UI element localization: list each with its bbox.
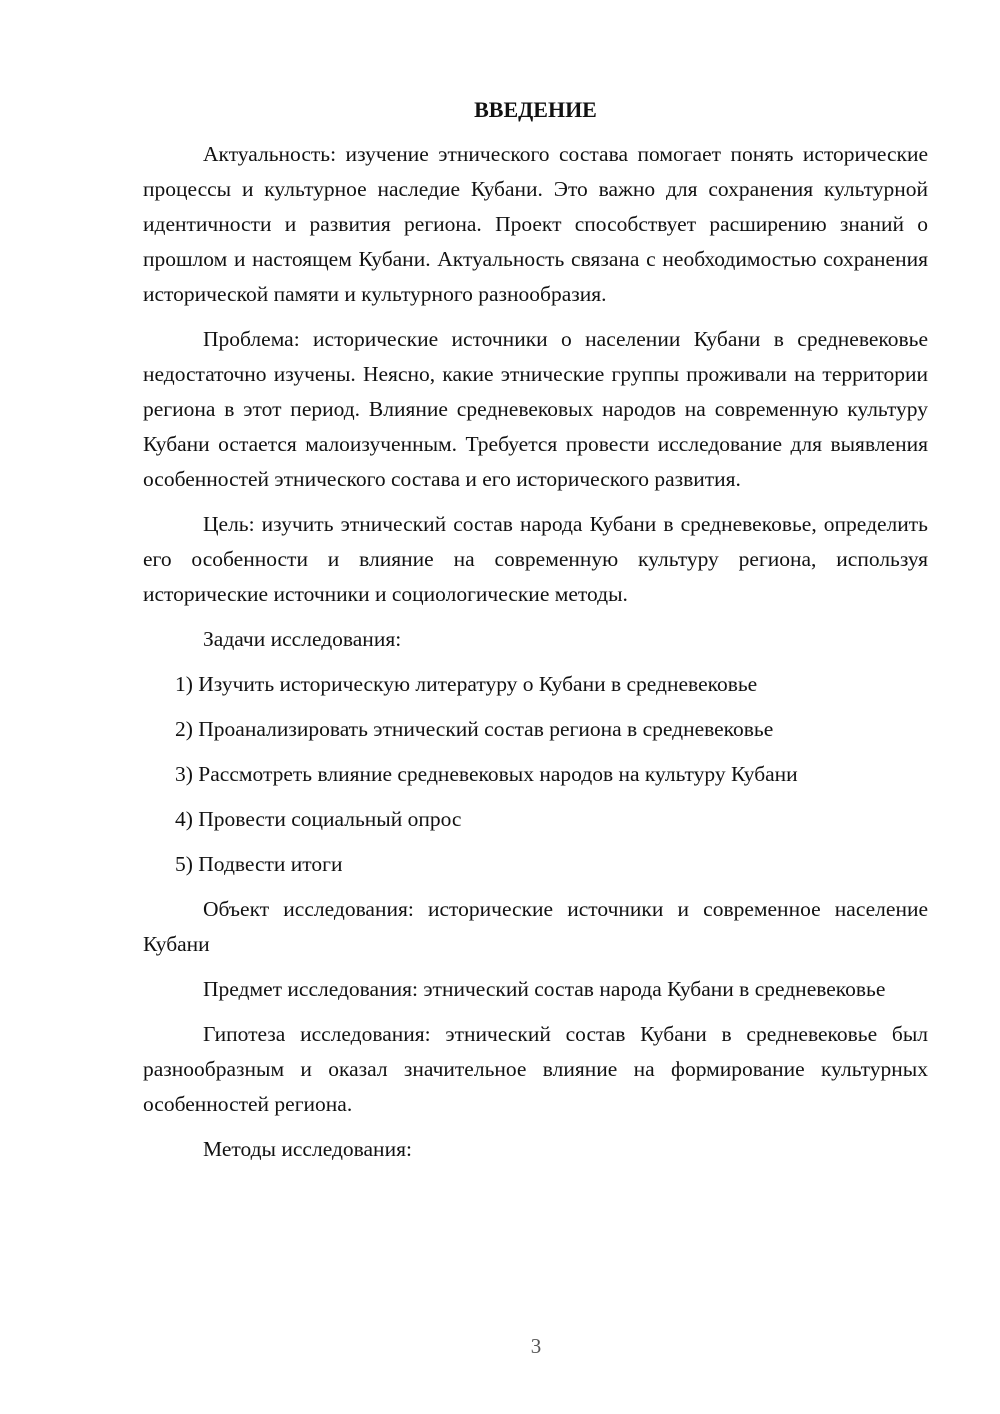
tasks-list [143,667,928,882]
list-item: 2) Проанализировать этнический состав региона в средневековье [175,717,774,741]
subject-paragraph: Предмет исследования: этнический состав народа Кубани в средневековье [203,977,886,1001]
relevance-paragraph: Актуальность: изучение этнического состава помогает понять исторические процессы и культурное наследие Кубани. Это важно для сохранения культурной идентичности и развития региона. Проект способствует расширению знаний о прошлом и настоящем Кубани. Актуальность связана с необходимостью сохранения исторической памяти и культурного разнообразия. [143,142,928,306]
hypothesis-paragraph: Гипотеза исследования: этнический состав Кубани в средневековье был разнообразным и оказал значительное влияние на формирование культурных особенностей региона. [143,1022,928,1116]
page-title: ВВЕДЕНИЕ [474,97,597,122]
list-item: 5) Подвести итоги [175,852,343,876]
methods-heading: Методы исследования: [203,1137,412,1161]
goal-paragraph: Цель: изучить этнический состав народа Кубани в средневековье, определить его особенности и влияние на современную культуру региона, используя исторические источники и социологические методы. [143,512,928,606]
object-paragraph: Объект исследования: исторические источники и современное население Кубани [143,897,928,956]
document-page [143,95,928,1177]
list-item: 4) Провести социальный опрос [175,807,462,831]
list-item: 1) Изучить историческую литературу о Кубани в средневековье [175,672,758,696]
list-item: 3) Рассмотреть влияние средневековых народов на культуру Кубани [175,762,798,786]
page-number: 3 [530,1334,542,1358]
tasks-heading: Задачи исследования: [203,627,402,651]
problem-paragraph: Проблема: исторические источники о населении Кубани в средневековье недостаточно изучены. Неясно, какие этнические группы проживали на территории региона в этот период. Влияние средневековых народов на современную культуру Кубани остается малоизученным. Требуется провести исследование для выявления особенностей этнического состава и его исторического развития. [143,327,928,491]
